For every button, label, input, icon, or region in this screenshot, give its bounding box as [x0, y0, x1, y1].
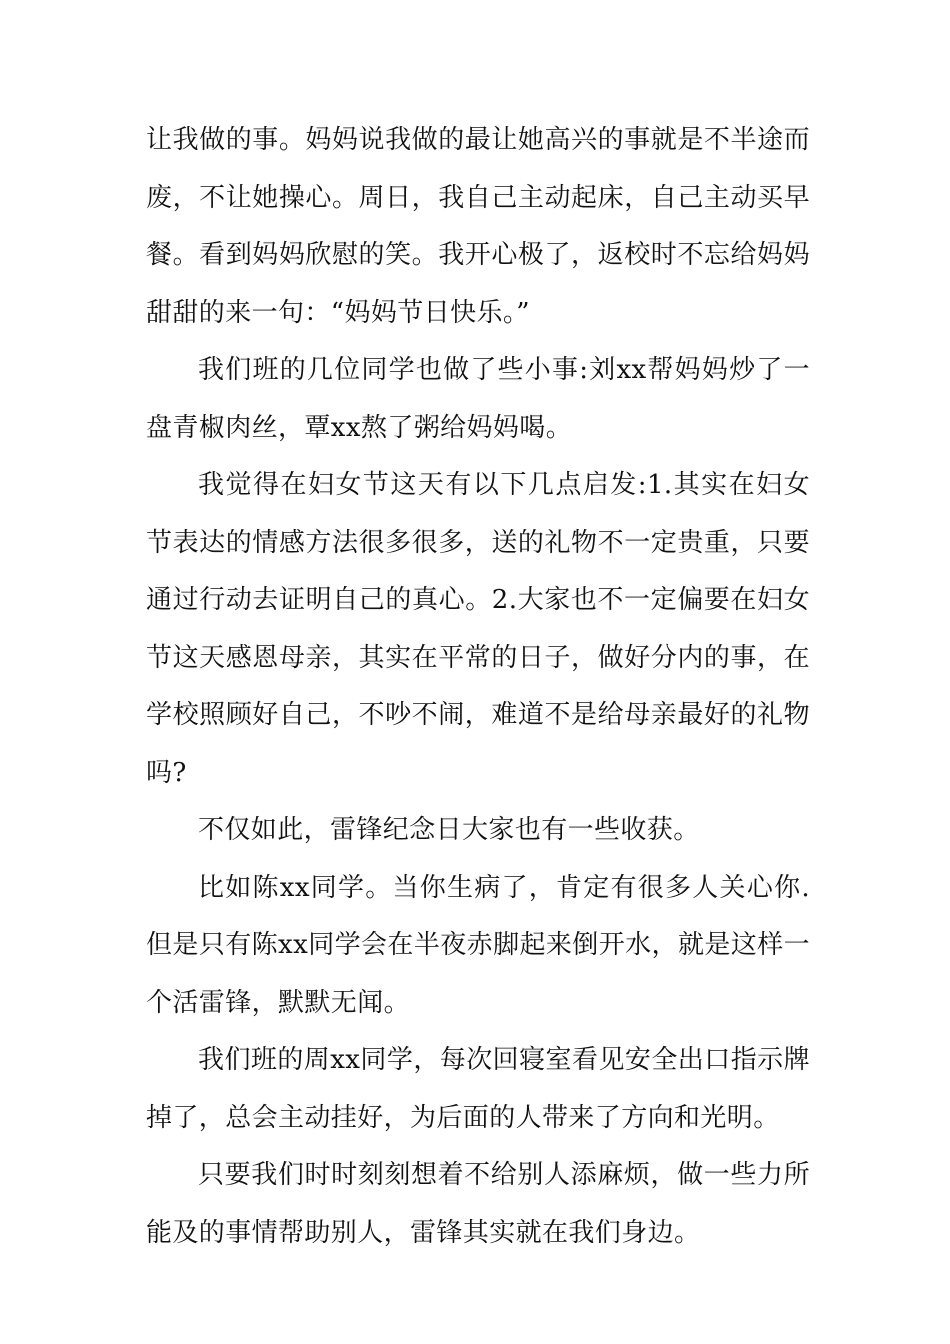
paragraph-conclusion: 只要我们时时刻刻想着不给别人添麻烦，做一些力所能及的事情帮助别人，雷锋其实就在我们身边。	[146, 1160, 810, 1248]
paragraph-lei-feng-day: 不仅如此，雷锋纪念日大家也有一些收获。	[198, 815, 700, 845]
document-body	[146, 112, 810, 1262]
paragraph-classmates-small-deeds: 我们班的几位同学也做了些小事:刘xx帮妈妈炒了一盘青椒肉丝，覃xx熬了粥给妈妈喝。	[146, 355, 810, 443]
paragraph-womens-day-reflections: 我觉得在妇女节这天有以下几点启发:1.其实在妇女节表达的情感方法很多很多，送的礼物不一定贵重，只要通过行动去证明自己的真心。2.大家也不一定偏要在妇女节这天感恩母亲，其实在平常的日子，做好分内的事，在学校照顾好自己，不吵不闹，难道不是给母亲最好的礼物吗?	[146, 470, 810, 788]
paragraph-zhou-example: 我们班的周xx同学，每次回寝室看见安全出口指示牌掉了，总会主动挂好，为后面的人带来了方向和光明。	[146, 1045, 810, 1133]
paragraph-chen-example: 比如陈xx同学。当你生病了，肯定有很多人关心你.但是只有陈xx同学会在半夜赤脚起来倒开水，就是这样一个活雷锋，默默无闻。	[146, 872, 810, 1018]
paragraph-continued: 让我做的事。妈妈说我做的最让她高兴的事就是不半途而废，不让她操心。周日，我自己主动起床，自己主动买早餐。看到妈妈欣慰的笑。我开心极了，返校时不忘给妈妈甜甜的来一句：“妈妈节日快乐。”	[146, 125, 810, 328]
